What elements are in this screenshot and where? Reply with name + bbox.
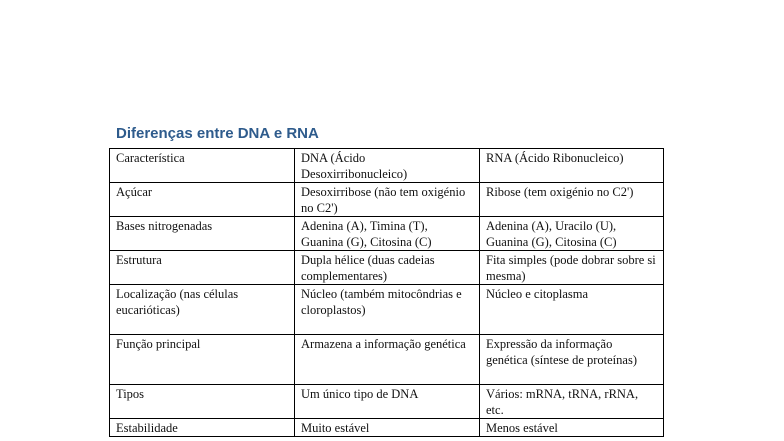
table-row <box>110 419 664 437</box>
dna-cell: Desoxirribose (não tem oxigénio no C2') <box>295 183 480 217</box>
row-label: Localização (nas células eucarióticas) <box>110 285 295 335</box>
rna-cell: Ribose (tem oxigénio no C2') <box>480 183 664 217</box>
header-cell-characteristic: Característica <box>110 149 295 183</box>
dna-cell: Núcleo (também mitocôndrias e cloroplastos) <box>295 285 480 335</box>
dna-cell: Muito estável <box>295 419 480 437</box>
row-label: Função principal <box>110 335 295 385</box>
dna-cell: Dupla hélice (duas cadeias complementares) <box>295 251 480 285</box>
dna-cell: Adenina (A), Timina (T), Guanina (G), Citosina (C) <box>295 217 480 251</box>
row-label: Açúcar <box>110 183 295 217</box>
row-label: Tipos <box>110 385 295 419</box>
rna-cell: Vários: mRNA, tRNA, rRNA, etc. <box>480 385 664 419</box>
table-row <box>110 285 664 335</box>
rna-cell: Menos estável <box>480 419 664 437</box>
rna-cell: Núcleo e citoplasma <box>480 285 664 335</box>
row-label: Bases nitrogenadas <box>110 217 295 251</box>
table-row <box>110 335 664 385</box>
comparison-table <box>109 148 664 437</box>
table-header-row <box>110 149 664 183</box>
rna-cell: Fita simples (pode dobrar sobre si mesma) <box>480 251 664 285</box>
table-row <box>110 385 664 419</box>
rna-cell: Expressão da informação genética (síntese de proteínas) <box>480 335 664 385</box>
table-row <box>110 251 664 285</box>
row-label: Estrutura <box>110 251 295 285</box>
table-row <box>110 217 664 251</box>
document-heading: Diferenças entre DNA e RNA <box>116 125 319 142</box>
header-cell-dna: DNA (Ácido Desoxirribonucleico) <box>295 149 480 183</box>
rna-cell: Adenina (A), Uracilo (U), Guanina (G), Citosina (C) <box>480 217 664 251</box>
dna-cell: Um único tipo de DNA <box>295 385 480 419</box>
row-label: Estabilidade <box>110 419 295 437</box>
dna-cell: Armazena a informação genética <box>295 335 480 385</box>
table-row <box>110 183 664 217</box>
header-cell-rna: RNA (Ácido Ribonucleico) <box>480 149 664 183</box>
